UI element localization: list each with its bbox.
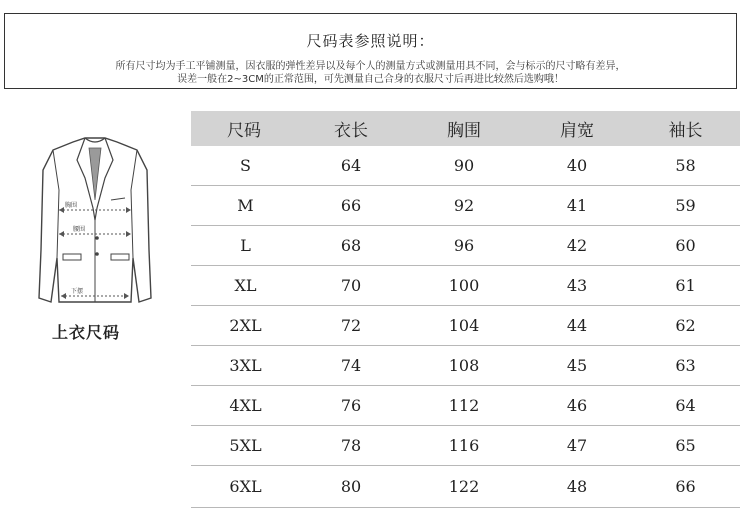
size-cell: S xyxy=(191,146,297,186)
table-header-row xyxy=(191,111,740,146)
size-cell: L xyxy=(191,226,297,266)
jacket-caption: 上衣尺码 xyxy=(52,323,121,342)
shoulder-cell: 43 xyxy=(523,266,631,306)
length-cell: 68 xyxy=(297,226,405,266)
shoulder-cell: 45 xyxy=(523,346,631,386)
button xyxy=(95,236,99,240)
notice-line-1: 所有尺寸均为手工平铺测量，因衣服的弹性差异以及每个人的测量方式或测量用具不同，会与标示的尺寸略有差异， xyxy=(115,61,626,72)
size-cell: 6XL xyxy=(191,466,297,508)
length-cell: 72 xyxy=(297,306,405,346)
chest-cell: 104 xyxy=(405,306,523,346)
waist-label: 腰围 xyxy=(73,226,86,233)
header-size: 尺码 xyxy=(191,111,297,146)
sleeve-cell: 63 xyxy=(631,346,740,386)
chest-cell: 108 xyxy=(405,346,523,386)
notice-text xyxy=(5,60,736,86)
sleeve-cell: 58 xyxy=(631,146,740,186)
size-notice-box xyxy=(4,13,737,89)
length-cell: 66 xyxy=(297,186,405,226)
sleeve-cell: 64 xyxy=(631,386,740,426)
sleeve-cell: 59 xyxy=(631,186,740,226)
shoulder-cell: 44 xyxy=(523,306,631,346)
size-cell: M xyxy=(191,186,297,226)
size-cell: XL xyxy=(191,266,297,306)
chest-cell: 122 xyxy=(405,466,523,508)
chest-cell: 96 xyxy=(405,226,523,266)
shoulder-cell: 47 xyxy=(523,426,631,466)
table-row xyxy=(191,306,740,346)
table-row xyxy=(191,466,740,508)
size-cell: 2XL xyxy=(191,306,297,346)
jacket-diagram xyxy=(35,130,155,310)
sleeve-cell: 61 xyxy=(631,266,740,306)
table-row xyxy=(191,146,740,186)
header-length: 衣长 xyxy=(297,111,405,146)
header-chest: 胸围 xyxy=(405,111,523,146)
length-cell: 78 xyxy=(297,426,405,466)
table-row xyxy=(191,186,740,226)
length-cell: 70 xyxy=(297,266,405,306)
table-row xyxy=(191,426,740,466)
sleeve-cell: 62 xyxy=(631,306,740,346)
sleeve-cell: 66 xyxy=(631,466,740,508)
notice-title: 尺码表参照说明： xyxy=(306,32,435,50)
size-cell: 4XL xyxy=(191,386,297,426)
size-cell: 5XL xyxy=(191,426,297,466)
header-sleeve: 袖长 xyxy=(631,111,740,146)
sleeve-cell: 60 xyxy=(631,226,740,266)
size-table xyxy=(191,111,740,508)
chest-cell: 90 xyxy=(405,146,523,186)
chest-cell: 112 xyxy=(405,386,523,426)
table-row xyxy=(191,226,740,266)
notice-line-2: 误差一般在2~3CM的正常范围，可先测量自己合身的衣服尺寸后再进比较然后选购哦！ xyxy=(177,74,564,85)
table-row xyxy=(191,346,740,386)
sleeve-cell: 65 xyxy=(631,426,740,466)
shoulder-cell: 48 xyxy=(523,466,631,508)
chest-cell: 100 xyxy=(405,266,523,306)
table-row xyxy=(191,386,740,426)
chest-cell: 92 xyxy=(405,186,523,226)
hem-label: 下摆 xyxy=(71,288,84,295)
length-cell: 64 xyxy=(297,146,405,186)
length-cell: 80 xyxy=(297,466,405,508)
jacket-illustration xyxy=(35,130,155,310)
length-cell: 74 xyxy=(297,346,405,386)
shoulder-cell: 40 xyxy=(523,146,631,186)
button xyxy=(95,252,99,256)
shoulder-cell: 41 xyxy=(523,186,631,226)
shoulder-cell: 42 xyxy=(523,226,631,266)
shoulder-cell: 46 xyxy=(523,386,631,426)
header-shoulder: 肩宽 xyxy=(523,111,631,146)
table-row xyxy=(191,266,740,306)
chest-label: 胸围 xyxy=(65,202,78,209)
size-cell: 3XL xyxy=(191,346,297,386)
chest-cell: 116 xyxy=(405,426,523,466)
length-cell: 76 xyxy=(297,386,405,426)
